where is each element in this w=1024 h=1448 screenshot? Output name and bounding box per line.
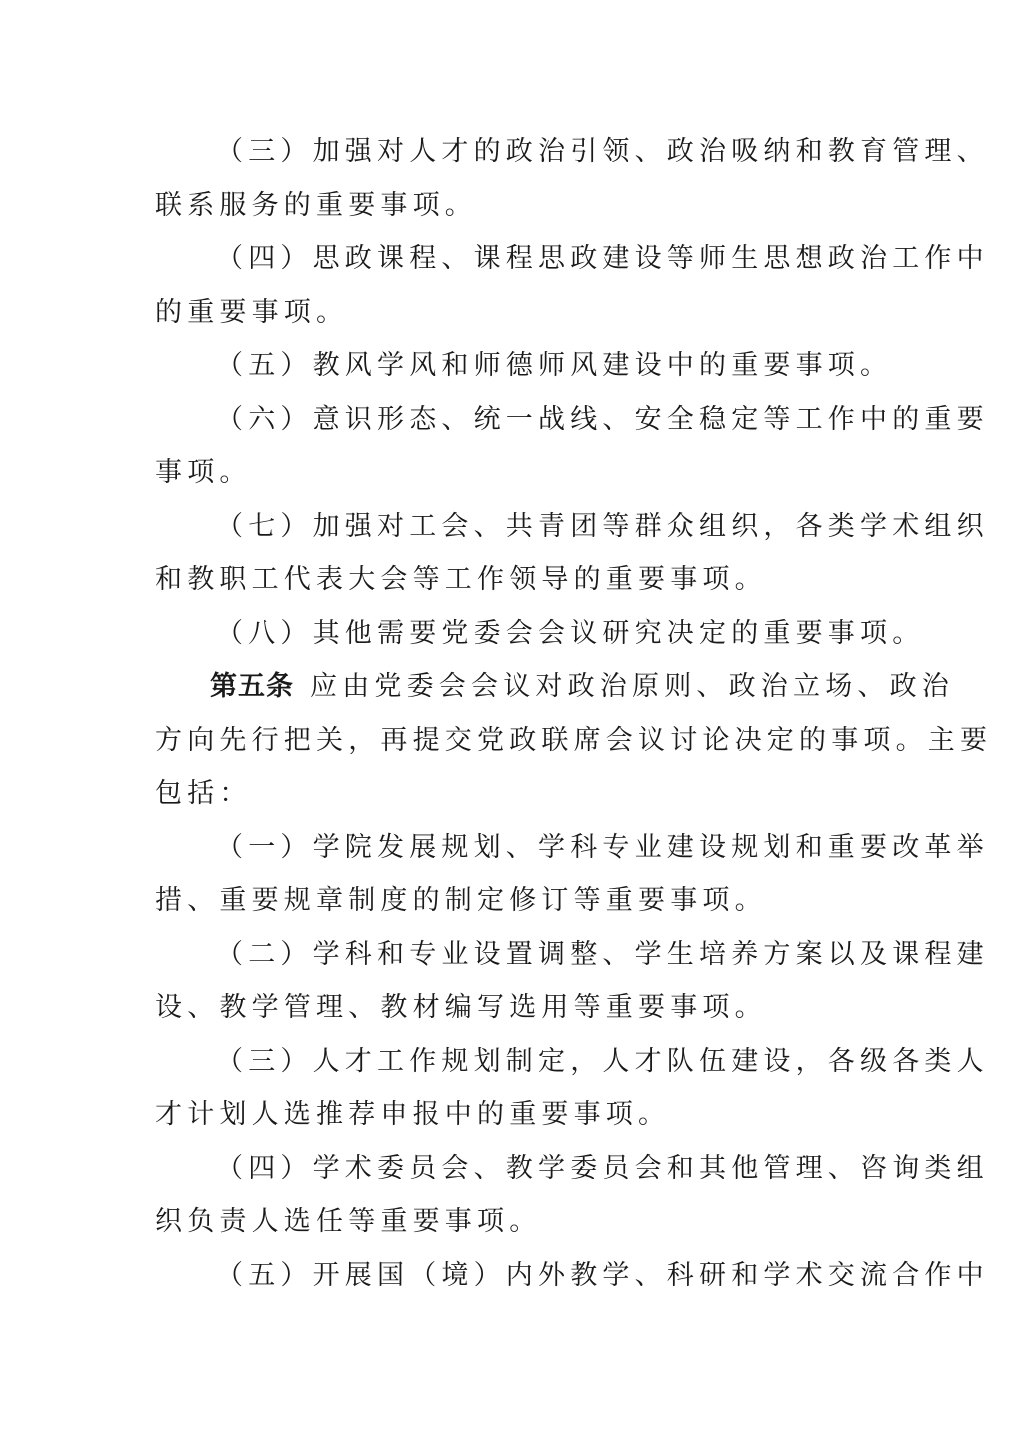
item-3-line-1: （三）加强对人才的政治引领、政治吸纳和教育管理、 bbox=[216, 136, 989, 167]
item-7-line-2: 和教职工代表大会等工作领导的重要事项。 bbox=[155, 564, 767, 595]
sub-item-5-line-1: （五）开展国（境）内外教学、科研和学术交流合作中 bbox=[216, 1260, 989, 1291]
sub-item-3-line-1: （三）人才工作规划制定，人才队伍建设，各级各类人 bbox=[216, 1046, 989, 1077]
item-7-line-1: （七）加强对工会、共青团等群众组织，各类学术组织 bbox=[216, 511, 989, 542]
sub-item-4-line-2: 织负责人选任等重要事项。 bbox=[155, 1206, 542, 1237]
item-4-line-2: 的重要事项。 bbox=[155, 297, 349, 328]
item-5-line-1: （五）教风学风和师德师风建设中的重要事项。 bbox=[216, 350, 893, 381]
item-6-line-1: （六）意识形态、统一战线、安全稳定等工作中的重要 bbox=[216, 404, 989, 435]
sub-item-1-line-2: 措、重要规章制度的制定修订等重要事项。 bbox=[155, 885, 767, 916]
article-heading: 第五条 bbox=[210, 671, 294, 702]
article-5-line-1 bbox=[210, 667, 954, 707]
sub-item-2-line-1: （二）学科和专业设置调整、学生培养方案以及课程建 bbox=[216, 939, 989, 970]
sub-item-3-line-2: 才计划人选推荐申报中的重要事项。 bbox=[155, 1099, 671, 1130]
article-5-line-2: 方向先行把关，再提交党政联席会议讨论决定的事项。主要 bbox=[155, 725, 993, 756]
sub-item-4-line-1: （四）学术委员会、教学委员会和其他管理、咨询类组 bbox=[216, 1153, 989, 1184]
article-5-line-3: 包括： bbox=[155, 778, 252, 809]
item-6-line-2: 事项。 bbox=[155, 457, 252, 488]
item-4-line-1: （四）思政课程、课程思政建设等师生思想政治工作中 bbox=[216, 243, 989, 274]
sub-item-1-line-1: （一）学院发展规划、学科专业建设规划和重要改革举 bbox=[216, 832, 989, 863]
item-8-line-1: （八）其他需要党委会会议研究决定的重要事项。 bbox=[216, 618, 925, 649]
article-5-text: 应由党委会会议对政治原则、政治立场、政治 bbox=[310, 671, 954, 702]
sub-item-2-line-2: 设、教学管理、教材编写选用等重要事项。 bbox=[155, 992, 767, 1023]
item-3-line-2: 联系服务的重要事项。 bbox=[155, 190, 477, 221]
